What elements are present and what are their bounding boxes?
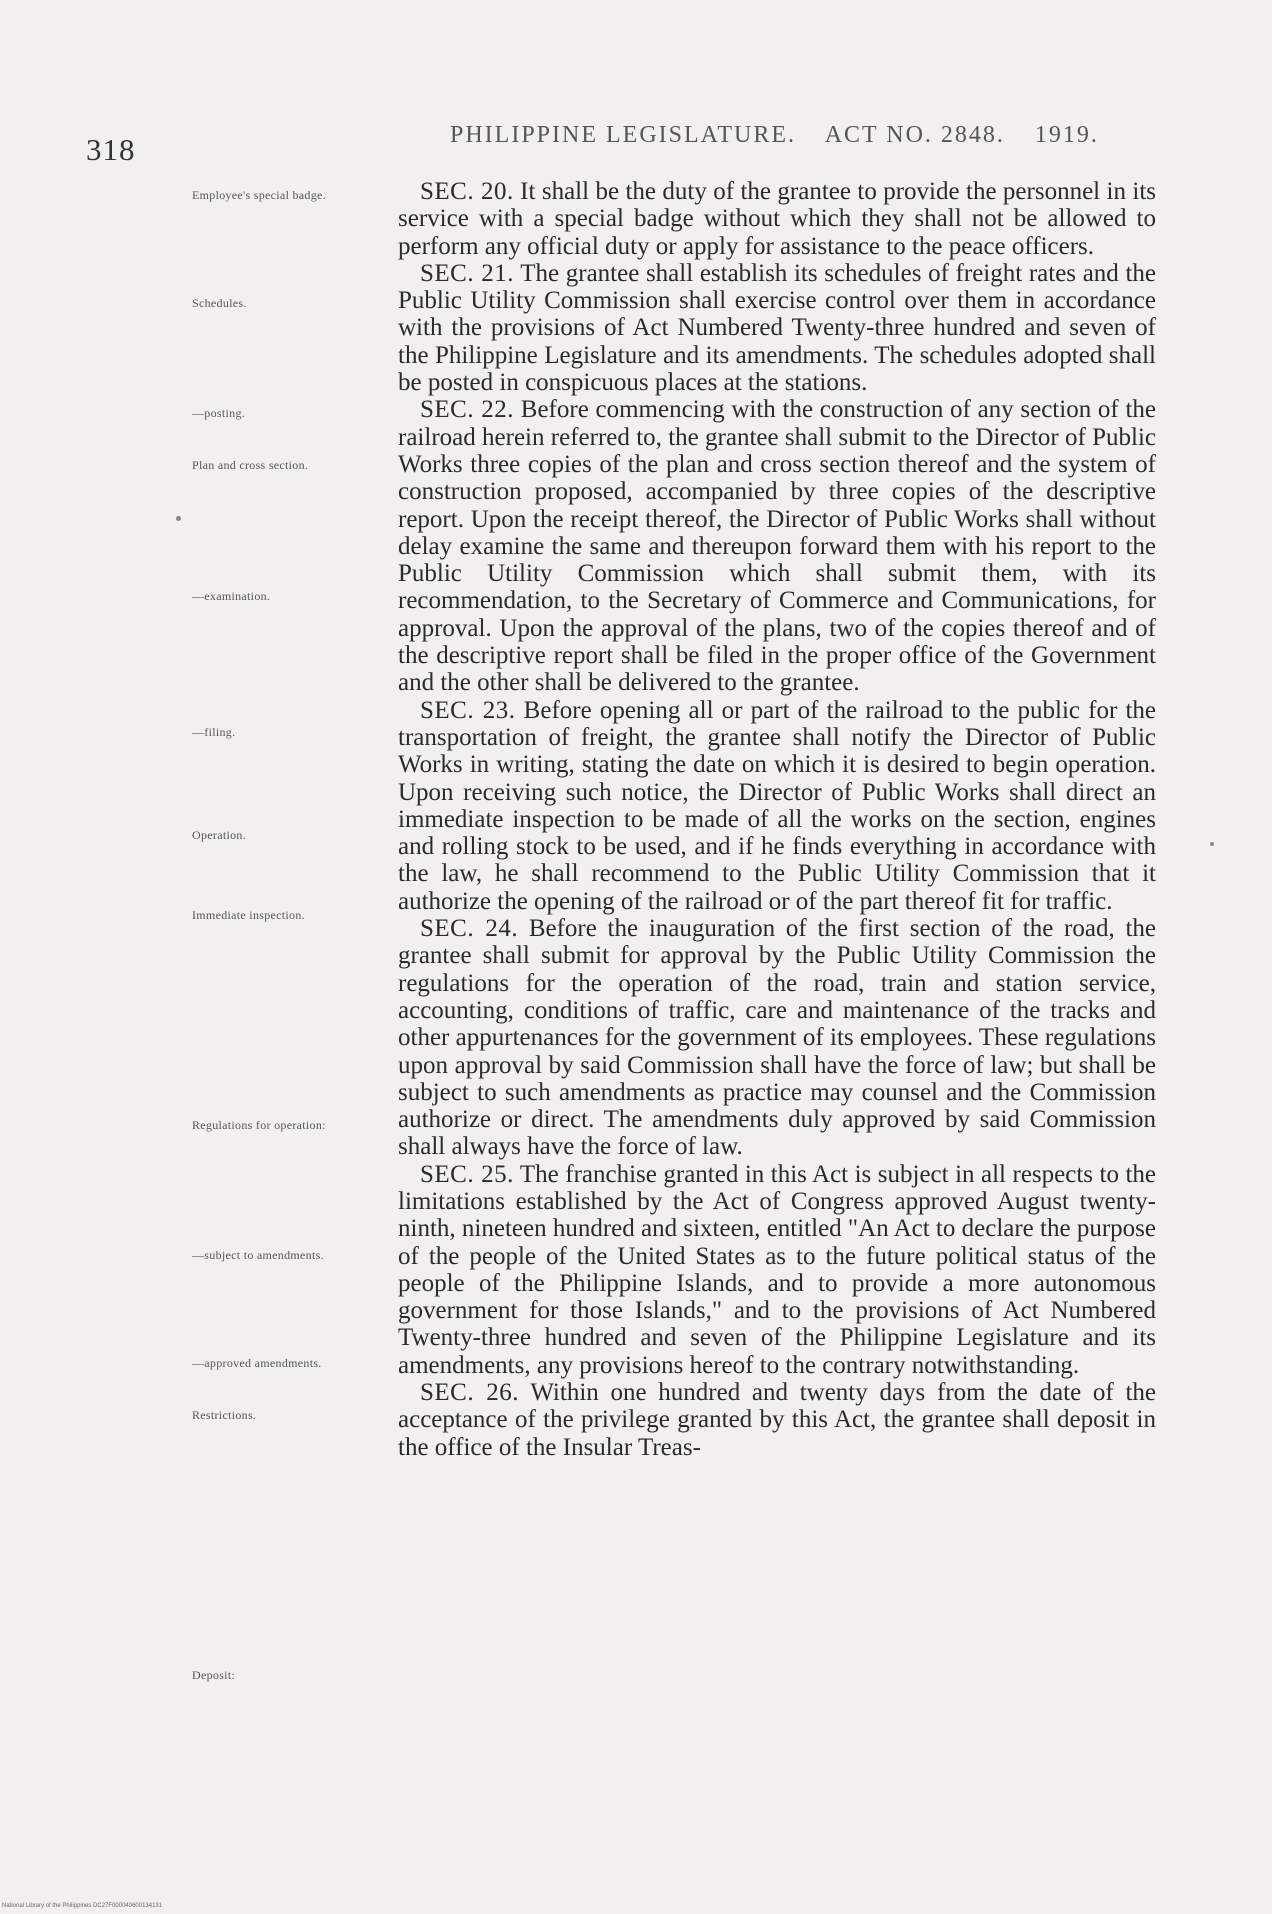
- running-head-year: 1919.: [1034, 122, 1099, 148]
- section-20: [398, 178, 1156, 260]
- section-26: [398, 1379, 1156, 1461]
- section-text: Before commencing with the construction of any section of the railroad herein referred to, the grantee shall submit to the Director of Public Works three copies of the plan and cross section thereof and the system of construction proposed, accompanied by three copies of the descriptive report. Upon the receipt thereof, the Director of Public Works shall without delay examine the same and thereupon forward them with his report to the Public Utility Commission which shall submit them, with its recommendation, to the Secretary of Commerce and Communications, for approval. Upon the approval of the plans, two of the copies thereof and of the descriptive report shall be filed in the proper office of the Government and the other shall be delivered to the grantee.: [398, 396, 1156, 697]
- margin-note-immediate-inspection: Immediate inspection.: [192, 908, 305, 922]
- running-head: [450, 122, 1121, 149]
- margin-note-schedules: Schedules.: [192, 296, 247, 310]
- section-text: The franchise granted in this Act is subject in all respects to the limitations established by the Act of Congress approved August twenty-ninth, nineteen hundred and sixteen, entitled "An Act to declare the purpose of the people of the United States as to the future political status of the people of the Philippine Islands, and to provide a more autonomous government for those Islands," and to the provisions of Act Numbered Twenty-three hundred and seven of the Philippine Legislature and its amendments, any provisions hereof to the contrary notwithstanding.: [398, 1160, 1156, 1379]
- section-22: [398, 396, 1156, 696]
- section-label: SEC. 23.: [420, 696, 516, 724]
- section-25: [398, 1161, 1156, 1379]
- section-label: SEC. 24.: [420, 915, 519, 943]
- section-label: SEC. 26.: [420, 1379, 520, 1407]
- page-number: 318: [86, 132, 136, 167]
- section-label: SEC. 22.: [420, 396, 515, 424]
- section-label: SEC. 21.: [420, 259, 515, 287]
- section-text: It shall be the duty of the grantee to provide the personnel in its service with a special badge without which they shall not be allowed to perform any official duty or apply for assistance to the peace officers.: [398, 178, 1156, 260]
- section-label: SEC. 20.: [420, 178, 514, 205]
- margin-note-restrictions: Restrictions.: [192, 1408, 257, 1422]
- margin-note-filing: —filing.: [192, 725, 236, 739]
- section-text: Before the inauguration of the first section of the road, the grantee shall submit for approval by the Public Utility Commission the regulations for the operation of the road, train and station service, accounting, conditions of traffic, care and maintenance of the tracks and other appurtenances for the government of its employees. These regulations upon approval by said Commission shall have the force of law; but shall be subject to such amendments as practice may counsel and the Commission authorize or direct. The amendments duly approved by said Commission shall always have the force of law.: [398, 915, 1156, 1161]
- margin-note-posting: —posting.: [192, 406, 246, 420]
- section-text: Within one hundred and twenty days from the date of the acceptance of the privilege granted by this Act, the grantee shall deposit in the office of the Insular Treas-: [398, 1379, 1156, 1461]
- section-21: [398, 260, 1156, 396]
- margin-note-approved-amendments: —approved amendments.: [192, 1356, 322, 1370]
- section-24: [398, 915, 1156, 1161]
- margin-note-deposit: Deposit:: [192, 1668, 236, 1682]
- section-text: Before opening all or part of the railroad to the public for the transportation of freight, the grantee shall notify the Director of Public Works in writing, stating the date on which it is desired to begin operation. Upon receiving such notice, the Director of Public Works shall direct an immediate inspection to be made of all the works on the section, engines and rolling stock to be used, and if he finds everything in accordance with the law, he shall recommend to the Public Utility Commission that it authorize the opening of the railroad or of the part thereof fit for traffic.: [398, 696, 1157, 915]
- margin-note-subject-amendments: —subject to amendments.: [192, 1248, 324, 1262]
- section-label: SEC. 25.: [420, 1160, 514, 1188]
- margin-note-employee-badge: Employee's special badge.: [192, 188, 326, 202]
- section-text: The grantee shall establish its schedules of freight rates and the Public Utility Commission shall exercise control over them in accordance with the provisions of Act Numbered Twenty-three hundred and seven of the Philippine Legislature and its amendments. The schedules adopted shall be posted in conspicuous places at the stations.: [398, 259, 1156, 397]
- ink-speck: [1210, 842, 1214, 846]
- ink-speck: [176, 516, 181, 521]
- section-23: [398, 697, 1156, 915]
- margin-note-examination: —examination.: [192, 589, 271, 603]
- margin-note-regulations: Regulations for operation:: [192, 1118, 326, 1132]
- running-head-act: ACT NO. 2848.: [824, 122, 1005, 148]
- margin-note-operation: Operation.: [192, 828, 246, 842]
- footer-line: National Library of the Philippines DC27F000040600134131: [2, 1903, 163, 1909]
- margin-note-plan-cross-section: Plan and cross section.: [192, 458, 309, 472]
- body-text: [398, 178, 1156, 1461]
- running-head-title: PHILIPPINE LEGISLATURE.: [450, 122, 796, 148]
